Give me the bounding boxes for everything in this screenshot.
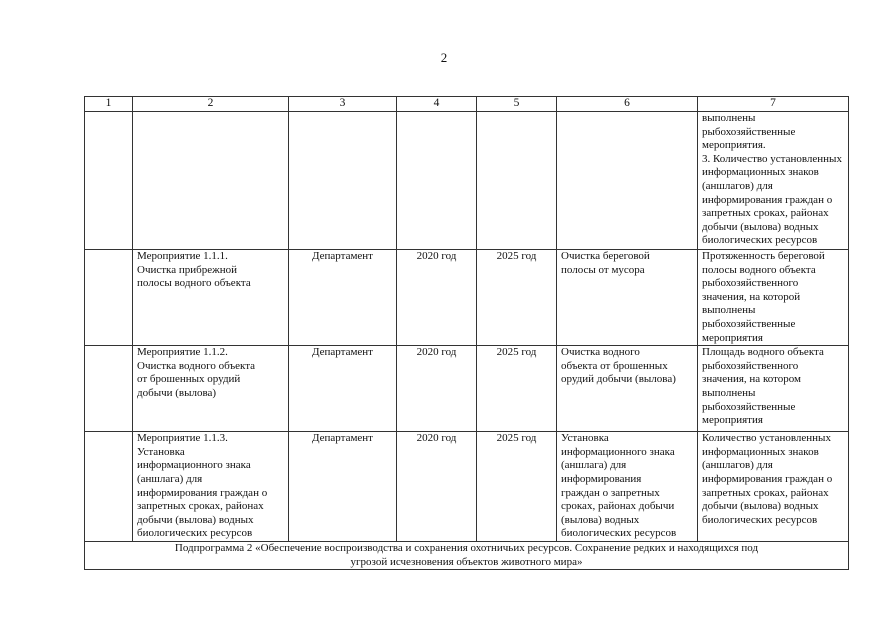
activity-text: Мероприятие 1.1.2. Очистка водного объекта от брошенных орудий добычи (вылова) [137, 346, 256, 399]
executor-cell: Департамент [289, 432, 397, 542]
indicator-text: Протяженность береговой полосы водного объекта рыбохозяйственного значения, на которой выполнены рыбохозяйственные мероприятия [702, 250, 825, 344]
table-cell [85, 250, 133, 346]
subprogram-heading [85, 542, 849, 570]
subprogram-row [85, 542, 849, 570]
result-text: Очистка береговой полосы от мусора [561, 250, 650, 276]
executor-cell: Департамент [289, 250, 397, 346]
end-year-cell: 2025 год [477, 346, 557, 432]
column-number: 4 [397, 97, 477, 112]
table-cell [85, 112, 133, 250]
start-year-cell: 2020 год [397, 346, 477, 432]
result-cell [557, 346, 698, 432]
column-number: 5 [477, 97, 557, 112]
subprogram-line-2: угрозой исчезновения объектов животного мира» [350, 555, 583, 568]
continuation-row [85, 112, 849, 250]
indicator-text: Площадь водного объекта рыбохозяйственного значения, на котором выполнены рыбохозяйственные мероприятия [702, 346, 824, 427]
column-number: 7 [698, 97, 849, 112]
table-row [85, 346, 849, 432]
result-cell [557, 250, 698, 346]
program-table [84, 96, 849, 570]
table-cell [85, 346, 133, 432]
column-number: 3 [289, 97, 397, 112]
start-year-cell: 2020 год [397, 250, 477, 346]
column-number-row [85, 97, 849, 112]
table-cell [133, 112, 289, 250]
end-year-cell: 2025 год [477, 432, 557, 542]
result-cell [557, 432, 698, 542]
table-row [85, 250, 849, 346]
activity-cell [133, 250, 289, 346]
result-text: Установка информационного знака (аншлага) для информирования граждан о запретных сроках, районах добычи (вылова) водных биологических ресурсов [561, 432, 677, 540]
end-year-cell: 2025 год [477, 250, 557, 346]
column-number: 6 [557, 97, 698, 112]
activity-cell [133, 432, 289, 542]
indicator-text: Количество установленных информационных знаков (аншлагов) для информирования граждан о запретных сроках, районах добычи (вылова) водных биологических ресурсов [702, 432, 833, 526]
table-cell [557, 112, 698, 250]
activity-text: Мероприятие 1.1.3. Установка информационного знака (аншлага) для информирования граждан о запретных сроках, районах добычи (вылова) водных биологических ресурсов [137, 432, 268, 540]
indicator-cell [698, 250, 849, 346]
indicator-cell [698, 112, 849, 250]
result-text: Очистка водного объекта от брошенных орудий добычи (вылова) [561, 346, 676, 386]
table-cell [397, 112, 477, 250]
activity-cell [133, 346, 289, 432]
column-number: 2 [133, 97, 289, 112]
column-number: 1 [85, 97, 133, 112]
executor-cell: Департамент [289, 346, 397, 432]
table-cell [289, 112, 397, 250]
page-number: 2 [440, 50, 448, 65]
start-year-cell: 2020 год [397, 432, 477, 542]
table-cell [477, 112, 557, 250]
indicator-text: выполнены рыбохозяйственные мероприятия. 3. Количество установленных информационных знаков (аншлагов) для информирования граждан о запретных сроках, районах добычи (вылова) водных биологических ресурсов [702, 112, 842, 247]
indicator-cell [698, 346, 849, 432]
table-cell [85, 432, 133, 542]
indicator-cell [698, 432, 849, 542]
subprogram-line-1: Подпрограмма 2 «Обеспечение воспроизводства и сохранения охотничьих ресурсов. Сохранение редких и находящихся под [174, 542, 759, 555]
activity-text: Мероприятие 1.1.1. Очистка прибрежной полосы водного объекта [137, 250, 251, 290]
table-row [85, 432, 849, 542]
